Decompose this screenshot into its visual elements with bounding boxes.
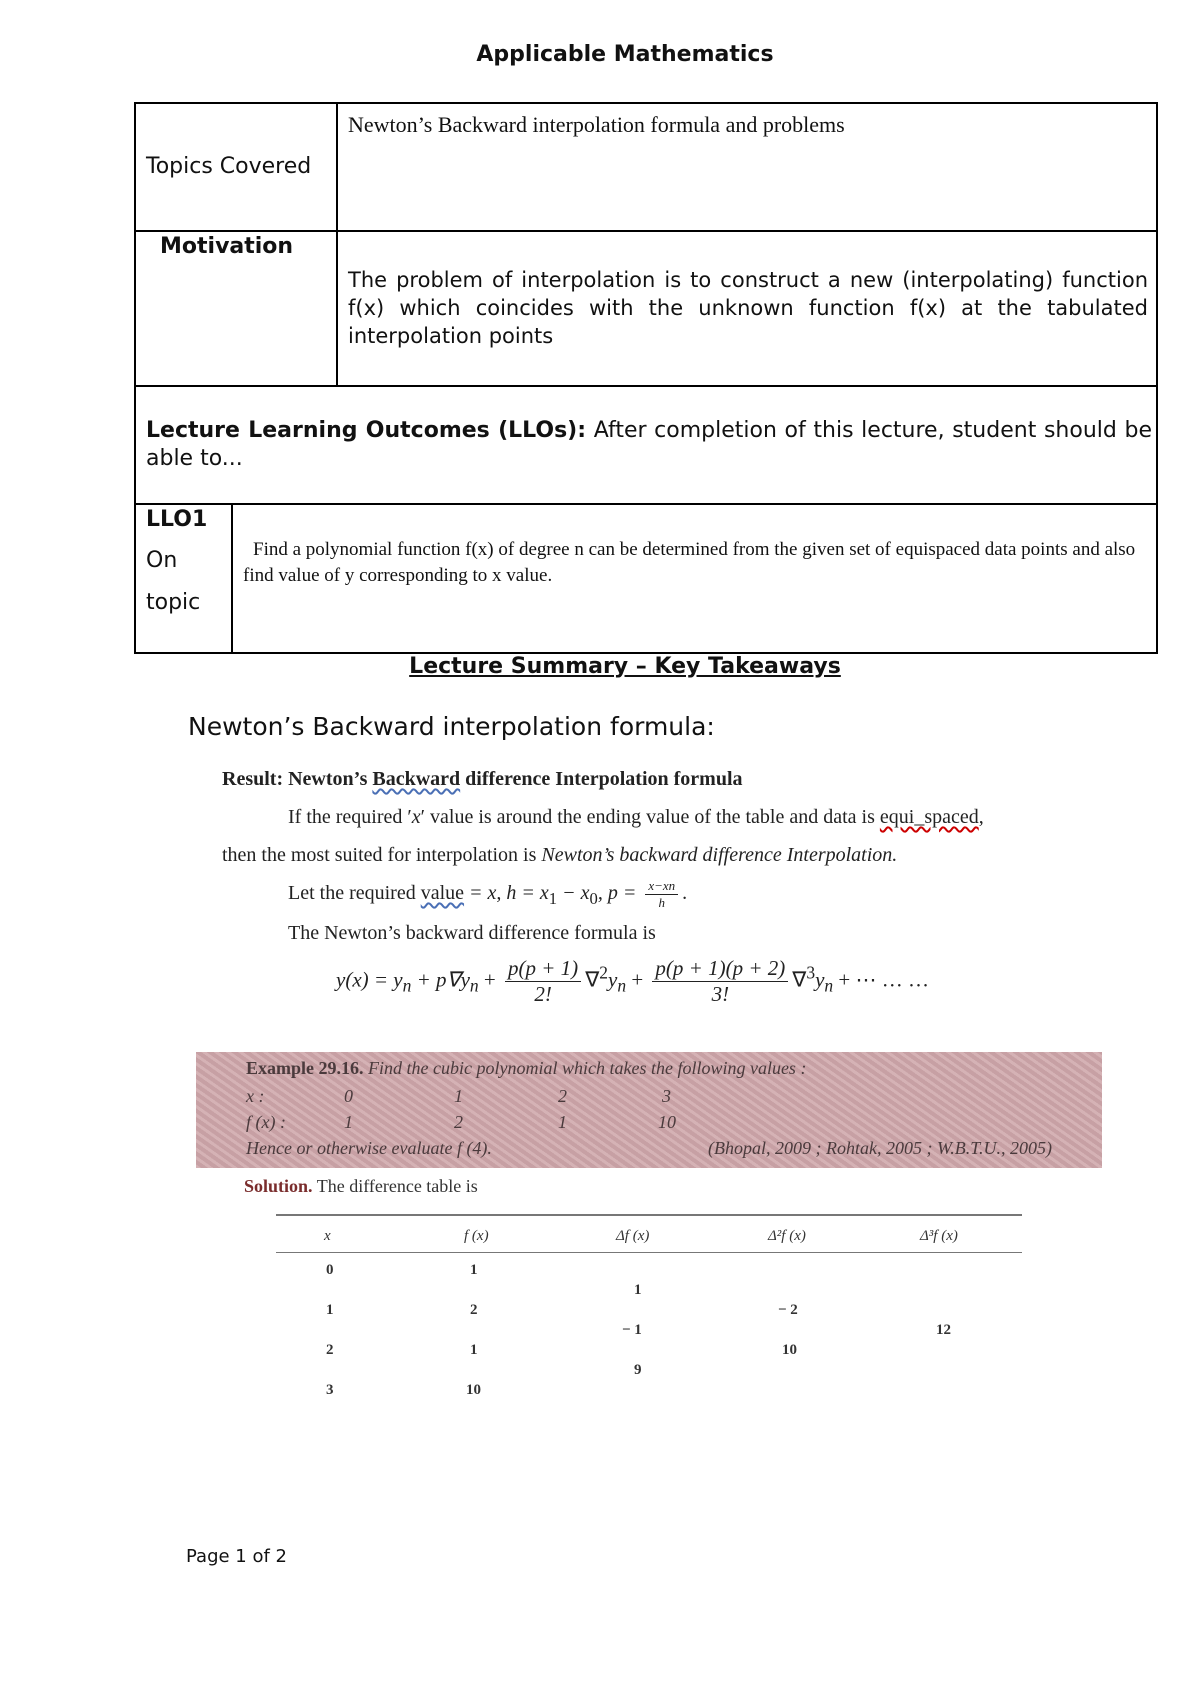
example-fx-label: f (x) :: [246, 1112, 286, 1132]
example-title-rest: Find the cubic polynomial which takes the following values :: [363, 1058, 807, 1078]
eq-sup2: 2: [599, 962, 608, 983]
table-header-rule: [276, 1252, 1022, 1253]
example-title: [246, 1058, 806, 1079]
cell-d1-2: 9: [634, 1362, 642, 1378]
llo1-row: [136, 505, 1156, 654]
result-label: Result:: [222, 768, 289, 790]
eq-fraction-2: [652, 956, 788, 1007]
line2-a: then the most suited for interpolation is: [222, 844, 542, 866]
cell-fx-3: 10: [466, 1382, 481, 1398]
backward-difference-equation: [336, 956, 929, 1007]
topics-value: Newton’s Backward interpolation formula and problems: [348, 112, 845, 137]
example-excerpt: [196, 1052, 1102, 1168]
example-fx-2: 1: [558, 1112, 567, 1132]
header-d1: Δf (x): [616, 1228, 650, 1244]
eq-fraction-1: [505, 956, 581, 1007]
cell-x-2: 2: [326, 1342, 334, 1358]
eq-p4: y: [608, 967, 618, 992]
line1-a: If the required ′: [288, 806, 412, 828]
example-x-label: x :: [246, 1086, 265, 1106]
header-d3: Δ³f (x): [920, 1228, 958, 1244]
line2-b: Newton’s backward difference Interpolation.: [541, 844, 898, 866]
motivation-row: [136, 232, 1156, 387]
example-x-3: 3: [662, 1086, 671, 1106]
line3-sub0: 0: [589, 889, 598, 909]
result-title-a: Newton’s: [288, 768, 373, 790]
line3-d: − x: [557, 882, 590, 905]
eq-n1: n: [402, 975, 412, 996]
eq-p3: ∇: [585, 967, 600, 992]
llo1-label-topic: topic: [146, 590, 201, 615]
solution-text: [244, 1176, 478, 1197]
eq-n4: n: [824, 975, 834, 996]
cell-d2-0: − 2: [778, 1302, 798, 1318]
header-fx: f (x): [464, 1228, 489, 1244]
line1-x: x: [411, 806, 421, 828]
table-top-rule: [276, 1214, 1022, 1216]
cell-d1-0: 1: [634, 1282, 642, 1298]
example-fx-3: 10: [658, 1112, 676, 1132]
cell-fx-1: 2: [470, 1302, 478, 1318]
difference-table: [276, 1214, 1022, 1404]
motivation-value: The problem of interpolation is to construct a new (interpolating) function f(x) which coincides with the unknown function f(x) at the tabulated interpolation points: [348, 268, 1148, 348]
eq-frac2-den: 3!: [711, 982, 730, 1006]
example-fx-0: 1: [344, 1112, 353, 1132]
line1-c: equi_spaced: [879, 806, 979, 828]
p-fraction-den: h: [658, 895, 665, 910]
eq-p8: + ⋯ … …: [833, 967, 929, 992]
header-d2: Δ²f (x): [768, 1228, 806, 1244]
cell-d1-1: − 1: [622, 1322, 642, 1338]
eq-frac2-num: p(p + 1)(p + 2): [652, 956, 788, 982]
formula-line-3: [288, 878, 687, 911]
eq-n3: n: [617, 975, 627, 996]
eq-n2: n: [469, 975, 479, 996]
header-x: x: [324, 1228, 331, 1244]
llo1-value: Find a polynomial function f(x) of degree n can be determined from the given set of equispaced data points and also find value of y corresponding to x value.: [243, 539, 1136, 586]
line3-c: = x, h = x: [464, 882, 549, 905]
eq-p6: ∇: [792, 967, 807, 992]
line3-e: , p =: [597, 882, 642, 905]
p-fraction: [645, 878, 678, 911]
example-hence: Hence or otherwise evaluate f (4).: [246, 1138, 492, 1158]
line1-d: ,: [978, 806, 984, 828]
result-title: [222, 768, 743, 791]
formula-line-4: The Newton’s backward difference formula is: [288, 922, 656, 944]
example-x-2: 2: [558, 1086, 567, 1106]
cell-fx-0: 1: [470, 1262, 478, 1278]
formula-excerpt: [222, 764, 1102, 1024]
llo-heading-rest: After completion of this lecture, student should be able to...: [146, 418, 1152, 471]
example-title-bold: Example 29.16.: [246, 1058, 364, 1078]
eq-sup3: 3: [806, 962, 816, 983]
cell-fx-2: 1: [470, 1342, 478, 1358]
eq-lhs: y(x) = y: [336, 967, 403, 992]
line3-b: value: [420, 882, 465, 905]
example-fx-1: 2: [454, 1112, 463, 1132]
p-fraction-num: x−xn: [645, 878, 678, 895]
line3-a: Let the required: [288, 882, 421, 905]
topics-label: Topics Covered: [146, 154, 312, 179]
formula-line-1: [288, 806, 984, 829]
llo-heading: [146, 417, 1152, 473]
example-x-0: 0: [344, 1086, 353, 1106]
solution-bold: Solution.: [244, 1176, 313, 1196]
result-title-c: difference Interpolation formula: [460, 768, 743, 790]
cell-x-0: 0: [326, 1262, 334, 1278]
eq-frac1-den: 2!: [534, 982, 552, 1006]
llo1-label-on: On: [146, 548, 178, 573]
result-title-b: Backward: [372, 768, 461, 790]
eq-p2: +: [478, 967, 502, 992]
example-x-1: 1: [454, 1086, 463, 1106]
example-source: (Bhopal, 2009 ; Rohtak, 2005 ; W.B.T.U., 2005): [708, 1138, 1052, 1158]
line3-f: .: [682, 882, 688, 905]
cell-d2-1: 10: [782, 1342, 797, 1358]
eq-p5: +: [626, 967, 649, 992]
lecture-summary-heading: Lecture Summary – Key Takeaways: [409, 654, 841, 679]
document-title: Applicable Mathematics: [476, 42, 774, 67]
llo-heading-bold: Lecture Learning Outcomes (LLOs):: [146, 418, 587, 443]
solution-rest: The difference table is: [312, 1176, 478, 1196]
llo-heading-row: [136, 387, 1156, 505]
formula-line-2: [222, 844, 897, 867]
formula-heading: Newton’s Backward interpolation formula:: [188, 712, 715, 741]
line1-b: ′ value is around the ending value of the table and data is: [420, 806, 880, 828]
eq-p1: + p∇y: [411, 967, 470, 992]
line3-sub1: 1: [548, 889, 558, 909]
cell-d3-0: 12: [936, 1322, 951, 1338]
llo1-label: LLO1: [146, 507, 208, 532]
eq-p7: y: [815, 967, 825, 992]
topics-row: [136, 104, 1156, 232]
cell-x-3: 3: [326, 1382, 334, 1398]
motivation-label: Motivation: [160, 234, 294, 259]
cell-x-1: 1: [326, 1302, 334, 1318]
page-number: Page 1 of 2: [186, 1546, 287, 1567]
lecture-info-table: [134, 102, 1158, 654]
eq-frac1-num: p(p + 1): [505, 956, 581, 982]
